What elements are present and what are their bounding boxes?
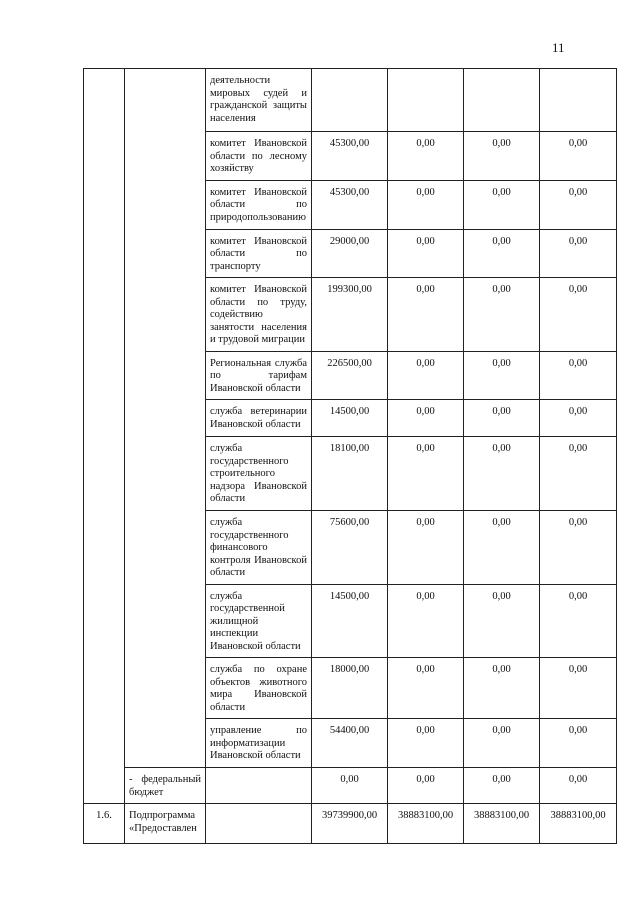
- value-cell: 0,00: [540, 658, 617, 719]
- value-cell: 0,00: [464, 229, 540, 278]
- empty-cell: [206, 804, 312, 844]
- value-cell: 0,00: [388, 400, 464, 437]
- value-cell: 0,00: [388, 719, 464, 768]
- value-cell: 0,00: [464, 132, 540, 181]
- value-cell: 38883100,00: [388, 804, 464, 844]
- executor-name: комитет Ивановской области по труду, содействию занятости населения и трудовой миграции: [206, 278, 312, 352]
- value-cell: 18000,00: [312, 658, 388, 719]
- value-cell: 0,00: [464, 180, 540, 229]
- value-cell: 0,00: [464, 351, 540, 400]
- executor-name: комитет Ивановской области по транспорту: [206, 229, 312, 278]
- value-cell: 0,00: [388, 768, 464, 804]
- executor-name: служба по охране объектов животного мира Ивановской области: [206, 658, 312, 719]
- table-row: [84, 69, 617, 132]
- executor-name: управление по информатизации Ивановской области: [206, 719, 312, 768]
- program-name-cell: [125, 69, 206, 768]
- value-cell: 0,00: [312, 768, 388, 804]
- value-cell: 0,00: [388, 584, 464, 658]
- subprogram-label: Подпрограмма «Предоставлен: [125, 804, 206, 844]
- value-cell: 0,00: [464, 658, 540, 719]
- value-cell: 0,00: [540, 180, 617, 229]
- value-cell: 38883100,00: [540, 804, 617, 844]
- value-cell: 0,00: [388, 180, 464, 229]
- value-cell: 54400,00: [312, 719, 388, 768]
- value-cell: 0,00: [540, 132, 617, 181]
- value-cell: [388, 69, 464, 132]
- value-cell: 38883100,00: [464, 804, 540, 844]
- value-cell: 29000,00: [312, 229, 388, 278]
- value-cell: 226500,00: [312, 351, 388, 400]
- value-cell: 0,00: [540, 768, 617, 804]
- value-cell: 0,00: [464, 768, 540, 804]
- value-cell: 18100,00: [312, 437, 388, 511]
- executor-name: комитет Ивановской области по лесному хозяйству: [206, 132, 312, 181]
- value-cell: 199300,00: [312, 278, 388, 352]
- value-cell: 0,00: [464, 719, 540, 768]
- row-number-cell: [84, 69, 125, 804]
- value-cell: 0,00: [540, 511, 617, 585]
- value-cell: 0,00: [388, 437, 464, 511]
- value-cell: 75600,00: [312, 511, 388, 585]
- value-cell: 0,00: [540, 278, 617, 352]
- value-cell: [312, 69, 388, 132]
- executor-name: деятельности мировых судей и гражданской защиты населения: [206, 69, 312, 132]
- federal-budget-row: [84, 768, 617, 804]
- value-cell: 0,00: [464, 511, 540, 585]
- value-cell: 0,00: [540, 719, 617, 768]
- subprogram-number: 1.6.: [84, 804, 125, 844]
- value-cell: 0,00: [540, 351, 617, 400]
- value-cell: 0,00: [540, 229, 617, 278]
- value-cell: 0,00: [388, 278, 464, 352]
- value-cell: 0,00: [540, 400, 617, 437]
- value-cell: 39739900,00: [312, 804, 388, 844]
- budget-table: [83, 68, 617, 844]
- value-cell: 0,00: [464, 278, 540, 352]
- executor-name: служба государственной жилищной инспекции Ивановской области: [206, 584, 312, 658]
- value-cell: 0,00: [464, 400, 540, 437]
- executor-name: служба государственного строительного надзора Ивановской области: [206, 437, 312, 511]
- value-cell: [540, 69, 617, 132]
- value-cell: 0,00: [464, 437, 540, 511]
- value-cell: [464, 69, 540, 132]
- value-cell: 45300,00: [312, 132, 388, 181]
- federal-budget-label: - федеральный бюджет: [125, 768, 206, 804]
- value-cell: 0,00: [540, 584, 617, 658]
- value-cell: 0,00: [388, 658, 464, 719]
- value-cell: 0,00: [388, 351, 464, 400]
- subprogram-row: [84, 804, 617, 844]
- value-cell: 14500,00: [312, 584, 388, 658]
- value-cell: 0,00: [540, 437, 617, 511]
- value-cell: 0,00: [464, 584, 540, 658]
- value-cell: 0,00: [388, 229, 464, 278]
- page-number: 11: [552, 40, 565, 55]
- value-cell: 0,00: [388, 511, 464, 585]
- value-cell: 0,00: [388, 132, 464, 181]
- executor-name: Региональная служба по тарифам Ивановской области: [206, 351, 312, 400]
- empty-cell: [206, 768, 312, 804]
- value-cell: 14500,00: [312, 400, 388, 437]
- executor-name: служба государственного финансового контроля Ивановской области: [206, 511, 312, 585]
- executor-name: служба ветеринарии Ивановской области: [206, 400, 312, 437]
- value-cell: 45300,00: [312, 180, 388, 229]
- executor-name: комитет Ивановской области по природопользованию: [206, 180, 312, 229]
